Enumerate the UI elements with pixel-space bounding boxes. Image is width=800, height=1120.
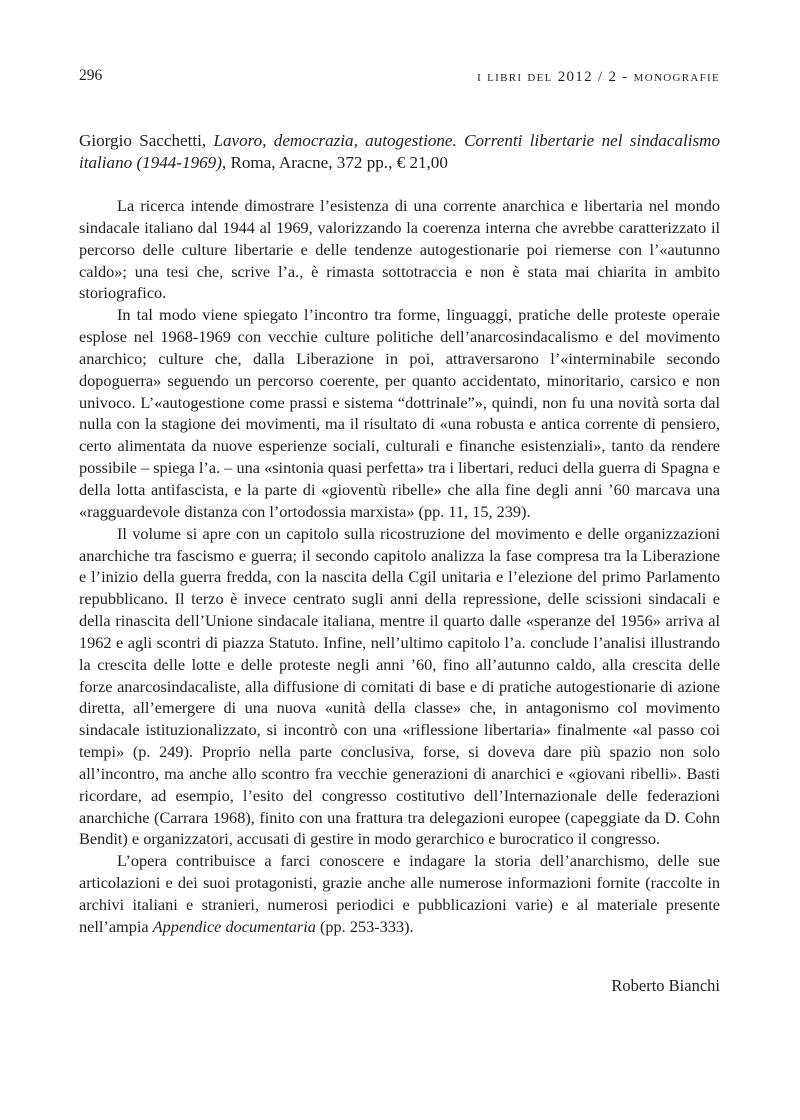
appendix-title: Appendice documentaria	[152, 916, 316, 936]
paragraph-4-end: (pp. 253-333).	[315, 916, 414, 936]
running-head	[79, 63, 720, 87]
page-number: 296	[79, 67, 103, 84]
book-review-page	[79, 0, 720, 1120]
paragraph-4	[79, 850, 720, 937]
paragraph-3: Il volume si apre con un capitolo sulla ricostruzione del movimento e delle organizzazioni anarchiche tra fascismo e guerra; il secondo capitolo analizza la fase compresa tra la Liberazione e l’inizio della guerra fredda, con la nascita della Cgil unitaria e l’elezione del primo Parlamento repubblicano. Il terzo è invece centrato sugli anni della repressione, delle scissioni sindacali e della rinascita dell’Unione sindacale italiana, mentre il quarto dalle «speranze del 1956» arriva al 1962 e agli scontri di piazza Statuto. Infine, nell’ultimo capitolo l’a. conclude l’analisi illustrando la crescita delle lotte e delle proteste negli anni ’60, fino all’autunno caldo, alla crescita delle forze anarcosindacaliste, alla diffusione di comitati di base e di pratiche autogestionarie di azione diretta, all’emergere di una nuova «unità della classe» che, in antagonismo col movimento sindacale istituzionalizzato, si incontrò con una «riflessione libertaria» finalmente «al passo coi tempi» (p. 249). Proprio nella parte conclusiva, forse, si doveva dare più spazio non solo all’incontro, ma anche allo scontro fra vecchie generazioni di anarchici e «giovani ribelli». Basti ricordare, ad esempio, l’esito del congresso costitutivo dell’Internazionale delle federazioni anarchiche (Carrara 1968), finito con una frattura tra delegazioni europee (capeggiate da D. Cohn Bendit) e organizzatori, accusati di gestire in modo gerarchico e burocratico il congresso.	[79, 523, 720, 849]
paragraph-4-text: L’opera contribuisce a farci conoscere e indagare la storia dell’anarchismo, delle sue articolazioni e dei suoi protagonisti, grazie anche alle numerose informazioni fornite (raccolte in archivi italiani e stranieri, numerosi periodici e pubblicazioni varie) e al materiale presente nell’ampia	[79, 851, 720, 936]
citation-author: Giorgio Sacchetti,	[79, 131, 214, 150]
paragraph-1: La ricerca intende dimostrare l’esistenza di una corrente anarchica e libertaria nel mondo sindacale italiano dal 1944 al 1969, valorizzando la coerenza interna che avrebbe caratterizzato il percorso delle culture libertarie e delle tendenze autogestionarie poi riemerse con l’«autunno caldo»; una tesi che, scrive l’a., è rimasta sottotraccia e non è stata mai chiarita in ambito storiografico.	[79, 196, 720, 303]
book-citation	[79, 130, 720, 174]
citation-title: Lavoro, democrazia, autogestione. Correnti libertarie nel sindacalismo italiano (1944-1969)	[79, 131, 721, 172]
paragraph-2: In tal modo viene spiegato l’incontro tra forme, linguaggi, pratiche delle proteste operaie esplose nel 1968-1969 con vecchie culture politiche dell’anarcosindacalismo e del movimento anarchico; culture che, dalla Liberazione in poi, attraversarono l’«interminabile secondo dopoguerra» seguendo un percorso coerente, per quanto accidentato, minoritario, carsico e non univoco. L’«autogestione come prassi e sistema “dottrinale”», quindi, non fu una novità sorta dal nulla con la stagione dei movimenti, ma il risultato di «una robusta e antica corrente di pensiero, certo alimentata da nuove esperienze sociali, culturali e finanche esistenziali», tanto da rendere possibile – spiega l’a. – una «sintonia quasi perfetta» tra i libertari, reduci della guerra di Spagna e della lotta antifascista, e la parte di «gioventù ribelle» che alla fine degli anni ’60 marcava una «ragguardevole distanza con l’ortodossia marxista» (pp. 11, 15, 239).	[79, 305, 720, 521]
reviewer-name: Roberto Bianchi	[611, 976, 720, 995]
review-body	[79, 195, 720, 938]
journal-title: i libri del 2012 / 2 - monografie	[477, 69, 720, 85]
citation-publication: , Roma, Aracne, 372 pp., € 21,00	[221, 153, 448, 172]
